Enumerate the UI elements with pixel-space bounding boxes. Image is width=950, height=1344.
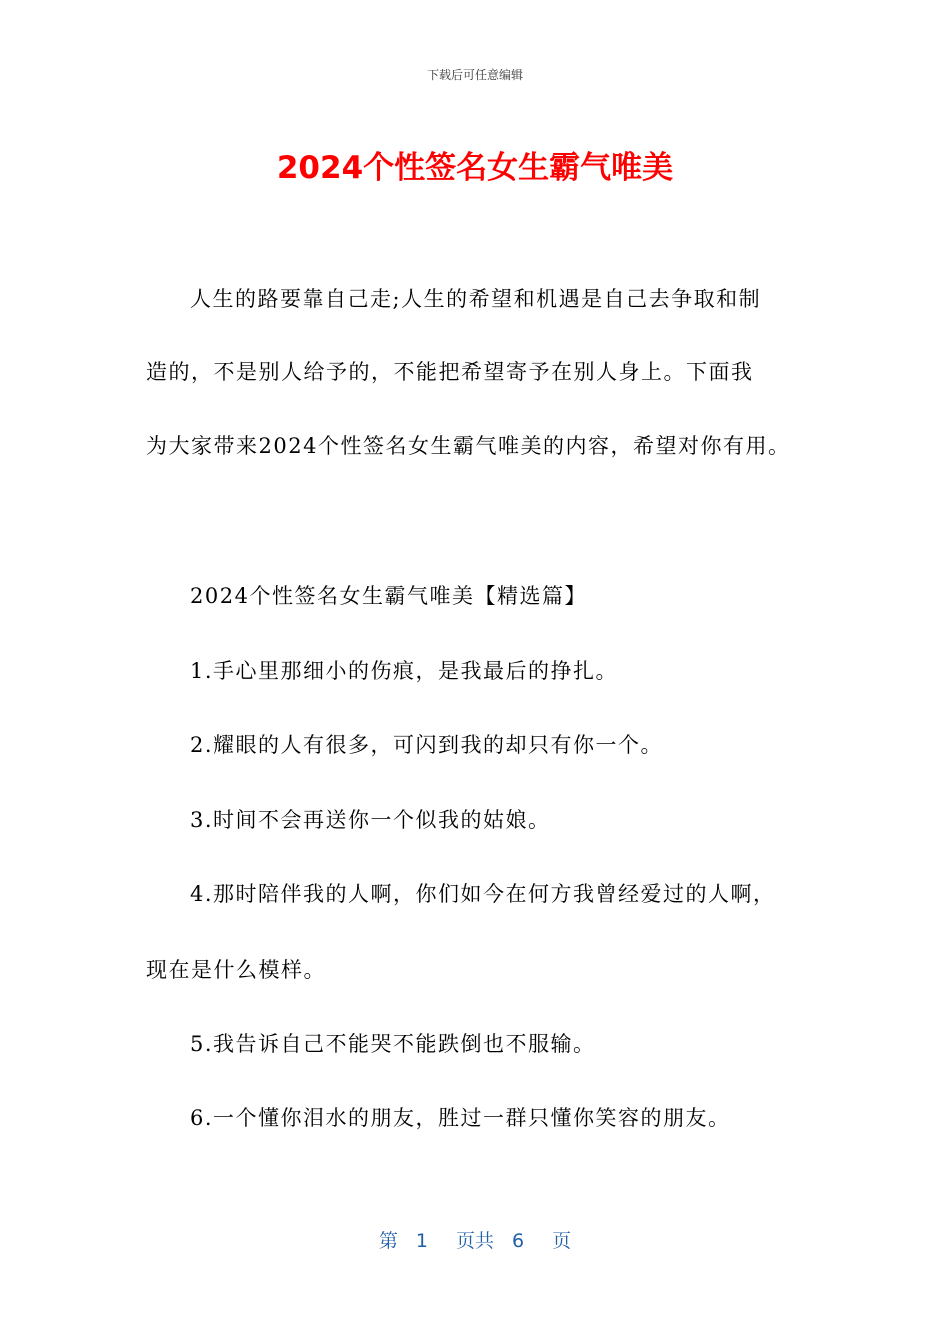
intro-line-2: 造的，不是别人给予的，不能把希望寄予在别人身上。下面我 [146, 360, 754, 384]
list-item: 5.我告诉自己不能哭不能跌倒也不服输。 [190, 1032, 596, 1056]
page-number-footer [0, 1226, 950, 1253]
list-item: 4.那时陪伴我的人啊，你们如今在何方我曾经爱过的人啊， [190, 882, 776, 906]
footer-suffix: 页 [552, 1230, 572, 1252]
list-item: 2.耀眼的人有很多，可闪到我的却只有你一个。 [190, 733, 664, 757]
list-item: 1.手心里那细小的伤痕，是我最后的挣扎。 [190, 659, 619, 683]
list-item: 6.一个懂你泪水的朋友，胜过一群只懂你笑容的朋友。 [190, 1106, 731, 1130]
header-note: 下载后可任意编辑 [426, 68, 523, 82]
footer-current-page: 1 [415, 1230, 428, 1252]
section-heading: 2024个性签名女生霸气唯美【精选篇】 [190, 584, 587, 608]
footer-total-pages: 6 [512, 1230, 525, 1252]
list-item: 3.时间不会再送你一个似我的姑娘。 [190, 808, 551, 832]
document-title: 2024个性签名女生霸气唯美 [276, 150, 674, 186]
list-item-continuation: 现在是什么模样。 [146, 958, 326, 982]
intro-line-1: 人生的路要靠自己走;人生的希望和机遇是自己去争取和制 [190, 287, 762, 311]
intro-line-3: 为大家带来2024个性签名女生霸气唯美的内容，希望对你有用。 [146, 434, 791, 458]
footer-mid: 页共 [455, 1230, 494, 1252]
footer-prefix: 第 [378, 1230, 398, 1252]
